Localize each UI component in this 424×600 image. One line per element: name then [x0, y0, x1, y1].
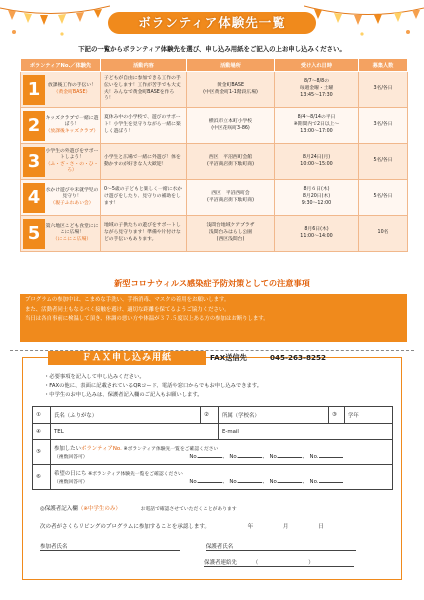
guardian-request: お電話で確認させていただくことがあります [140, 507, 237, 512]
row-number: 4 [23, 183, 45, 213]
no-label: No. [309, 454, 319, 460]
row-place: 浅間台地域ケアプラザ 浅間台みはらし公園 (西区浅間台) [187, 216, 275, 252]
row-content: 小学生と広場で一緒に外遊び！体を動かすのが好きな人大歓迎！ [101, 144, 187, 180]
application-form [32, 406, 393, 490]
decorative-bunting-left [0, 0, 110, 42]
no-label: No. [269, 454, 279, 460]
row-sub: （にこにこ広場） [52, 236, 92, 242]
form-row-date [33, 465, 393, 490]
wish-label-no: ボランティアNo. [80, 446, 122, 452]
row-date: 8月6日(木) 11:00～14:00 [275, 216, 359, 252]
notice-box [20, 294, 407, 342]
row-name: 水かけ遊びや未就学児の見守り！ [45, 187, 99, 200]
no-label: No. [269, 479, 279, 485]
row-date: 8月６日(木) 8月20日(木) 9:30～12:00 [275, 180, 359, 216]
day-label: 日 [318, 524, 324, 530]
grade-label: 学年 [348, 413, 359, 419]
circle-1: ① [33, 407, 51, 424]
row-number: 5 [23, 219, 45, 249]
circle-5: ⑤ [33, 440, 51, 465]
notice-line: プログラムの参加中は、こまめな手洗い、手指消毒、マスクの着用をお願いします。 [25, 297, 230, 303]
row-capacity: 3名/各日 [359, 108, 408, 144]
row-capacity: 3名/各日 [359, 72, 408, 108]
intro-text: 下記の一覧からボランティア体験先を選び、申し込み用紙をご記入の上お申し込みください。 [78, 45, 346, 53]
row-number: 3 [23, 147, 45, 177]
header-place: 活動場所 [187, 59, 275, 72]
circle-4: ④ [33, 424, 51, 440]
row-name: 小学生の外遊びをサポートしよう！ [45, 148, 99, 161]
row-place: 黄金町BASE (中区黄金町1-1階段広場) [187, 72, 275, 108]
fax-form-title: ＦＡＸ申し込み用紙 [48, 351, 206, 365]
date-multi: （複数回答可） [54, 480, 88, 485]
page-title: ボランティア体験先一覧 [108, 12, 316, 34]
header-date: 受け入れ日時 [275, 59, 359, 72]
year-label: 年 [247, 524, 254, 530]
no-label: No. [229, 479, 239, 485]
guardian-contact-label: 保護者連絡先 [204, 560, 238, 566]
circle-2: ② [201, 407, 219, 424]
fax-notes [44, 373, 262, 401]
guardian-contact-field[interactable]: 保護者連絡先 （ ） [204, 558, 354, 567]
table-row [21, 144, 408, 180]
table-row [21, 72, 408, 108]
header-no: ボランティアNo.／体験先 [21, 59, 101, 72]
name-label: 氏名（ふりがな） [54, 413, 98, 419]
guardian-consent: 次の者がさくらリビングのプログラムに参加することを承認します。 [40, 524, 210, 530]
row-content: 0～5歳の子どもと楽しく一緒に水かけ遊びをしたり、見守りの補助をします！ [101, 180, 187, 216]
no-label: No. [189, 479, 199, 485]
row-capacity: 10名 [359, 216, 408, 252]
wish-label: 参加したい [54, 446, 81, 452]
date-field[interactable]: 希望の日にち ※ボランティア体験先一覧をご確認ください （複数回答可） No. 、 No. 、 No. 、 No. [51, 465, 393, 490]
row-name: 放課後工作の手伝い！ [48, 83, 96, 89]
row-content: 地域の子供たちの遊びをサポートしながら見守ります！準備や片付けなどの手伝いもあります。 [101, 216, 187, 252]
guardian-consent-line [40, 522, 324, 530]
row-number: 2 [23, 111, 45, 141]
participant-label: 参加者氏名 [40, 544, 68, 550]
wish-multi: （複数回答可） [54, 455, 88, 460]
fax-note: ・中学生のお申し込みは、保護者記入欄のご記入もお願いします。 [44, 392, 203, 399]
guardian-title: ◎保護者記入欄 [40, 506, 78, 512]
circle-3: ③ [329, 407, 345, 424]
decorative-bunting-right [304, 0, 424, 42]
row-sub: （親子ふれあい会） [50, 200, 94, 206]
row-place: 西区 平沼西町会館 (平沼商店街下駄町商) [187, 144, 275, 180]
guardian-signature-row [40, 542, 370, 551]
row-date: 8/4～8/14の平日 ※期間内で2日以上～ 13:00～17:00 [275, 108, 359, 144]
form-row-wish [33, 440, 393, 465]
no-label: No. [229, 454, 239, 460]
affiliation-label: 所属（学校名） [222, 413, 260, 419]
header-capacity: 募集人数 [359, 59, 408, 72]
wish-note: ※ボランティア体験先一覧をご確認ください [123, 447, 219, 452]
volunteer-no-field[interactable]: 参加したいボランティアNo. ※ボランティア体験先一覧をご確認ください （複数回答可） No. 、 No. 、 No. 、 No. [51, 440, 393, 465]
table-row [21, 180, 408, 216]
no-label: No. [309, 479, 319, 485]
header-content: 活動内容 [101, 59, 187, 72]
name-field[interactable] [51, 407, 201, 424]
row-capacity: 5名/各日 [359, 144, 408, 180]
notice-title: 新型コロナウィルス感染症予防対策としての注意事項 [114, 278, 310, 288]
row-capacity: 5名/各日 [359, 180, 408, 216]
form-row-name [33, 407, 393, 424]
table-header-row [21, 59, 408, 72]
affiliation-field[interactable] [219, 407, 329, 424]
notice-line: 当日は各自事前に検温して頂き、体調の悪い方や体温が３７.５度以上ある方の参加はお断りします。 [25, 316, 269, 323]
table-row [21, 108, 408, 144]
volunteer-table [20, 58, 408, 252]
email-field[interactable] [219, 424, 393, 440]
fax-note: ・FAXの他に、表面に記載されているQRコード、電話や窓口からでもお申し込みできます。 [44, 383, 262, 390]
table-row [21, 216, 408, 252]
row-place: 西区 平沼西町会 (平沼商店街下駄町商) [187, 180, 275, 216]
row-place: 横浜市立本町小学校 (中区花咲町3-86) [187, 108, 275, 144]
row-content: 夏休み中の小学校で、遊びのサポート！小学生を見守りながら一緒に楽しく遊ぼう！ [101, 108, 187, 144]
row-date: 8月24日(月) 10:00～15:00 [275, 144, 359, 180]
guardian-label: 保護者氏名 [205, 544, 234, 550]
guardian-name-field[interactable] [206, 542, 356, 551]
month-label: 月 [282, 524, 289, 530]
row-sub: （ふ・ざ・さ・の・ひ・ろ） [45, 161, 99, 173]
row-date: 8/7～8/8の 毎週金曜・土曜 13:45～17:30 [275, 72, 359, 108]
grade-field[interactable] [345, 407, 393, 424]
circle-6: ⑥ [33, 465, 51, 490]
fax-note: ・必要事項を記入して申し込みください。 [44, 374, 145, 380]
notice-line: また、活動者同士もなるべく接触を避け、適切な距離を保てるようご協力ください。 [25, 306, 230, 313]
email-label: E-mail [222, 428, 239, 435]
tel-field[interactable] [51, 424, 219, 440]
row-sub: （黄金町BASE） [53, 89, 91, 95]
tel-label: TEL [54, 428, 64, 435]
guardian-contact-row [204, 558, 354, 567]
no-label: No. [189, 454, 199, 460]
row-content: 子どもが自由に参加できる工作の手伝いをします！工作が苦手でも大丈夫！みんなで黄金町BASEを作ろう！ [101, 72, 187, 108]
date-note: ※ボランティア体験先一覧をご確認ください [88, 472, 183, 477]
row-sub: （放課後キッズクラブ） [45, 128, 99, 134]
form-row-contact [33, 424, 393, 440]
date-label: 希望の日にち [54, 471, 87, 477]
row-name: 第六地区こども食堂ににこに広場！ [45, 223, 99, 236]
participant-name-field[interactable] [40, 542, 180, 551]
row-number: 1 [23, 75, 45, 105]
guardian-heading [40, 504, 237, 512]
guardian-note: （※中学生のみ） [77, 506, 121, 512]
fax-number: 045-263-8252 [270, 353, 326, 362]
fax-destination-label: FAX送信先 [210, 353, 247, 362]
row-name: キッズクラブで一緒に遊ぼう！ [45, 115, 99, 128]
